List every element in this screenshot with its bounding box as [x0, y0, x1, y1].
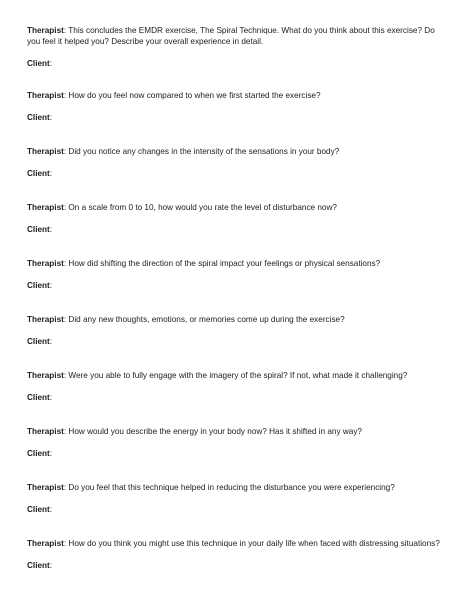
therapist-question: How did shifting the direction of the spiral impact your feelings or physical sensations? — [68, 259, 381, 268]
therapist-label: Therapist — [27, 315, 64, 324]
qa-block-6 — [27, 315, 447, 348]
client-line: Client: — [27, 561, 53, 570]
therapist-question: Were you able to fully engage with the imagery of the spiral? If not, what made it challenging? — [68, 371, 408, 380]
client-label: Client — [27, 113, 50, 122]
qa-block-9 — [27, 483, 447, 516]
client-line: Client: — [27, 449, 53, 458]
therapist-question: On a scale from 0 to 10, how would you rate the level of disturbance now? — [68, 203, 337, 212]
client-label: Client — [27, 505, 50, 514]
therapist-label: Therapist — [27, 147, 64, 156]
therapist-label: Therapist — [27, 26, 64, 35]
client-line: Client: — [27, 113, 53, 122]
client-line: Client: — [27, 505, 53, 514]
therapist-line: Therapist: Did you notice any changes in the intensity of the sensations in your body? — [27, 147, 340, 156]
client-label: Client — [27, 449, 50, 458]
client-line: Client: — [27, 281, 53, 290]
therapist-line: Therapist: Were you able to fully engage with the imagery of the spiral? If not, what made it challenging? — [27, 371, 408, 380]
therapist-line: Therapist: Did any new thoughts, emotions, or memories come up during the exercise? — [27, 315, 345, 324]
client-line: Client: — [27, 58, 53, 68]
client-line: Client: — [27, 225, 53, 234]
client-line: Client: — [27, 337, 53, 346]
therapist-line: Therapist: On a scale from 0 to 10, how would you rate the level of disturbance now? — [27, 203, 337, 212]
qa-block-5 — [27, 259, 447, 292]
therapist-question: How do you think you might use this technique in your daily life when faced with distressing situations? — [68, 539, 440, 548]
therapist-label: Therapist — [27, 539, 64, 548]
client-label: Client — [27, 281, 50, 290]
therapist-question: Did you notice any changes in the intensity of the sensations in your body? — [68, 147, 340, 156]
client-label: Client — [27, 169, 50, 178]
qa-block-4 — [27, 203, 447, 236]
therapist-label: Therapist — [27, 259, 64, 268]
therapist-label: Therapist — [27, 483, 64, 492]
therapist-question: Do you feel that this technique helped in reducing the disturbance you were experiencing? — [68, 483, 395, 492]
client-line: Client: — [27, 393, 53, 402]
client-label: Client — [27, 225, 50, 234]
therapist-line: Therapist: How would you describe the energy in your body now? Has it shifted in any way? — [27, 427, 362, 436]
therapist-line: Therapist: How did shifting the direction of the spiral impact your feelings or physical sensations? — [27, 259, 381, 268]
therapist-label: Therapist — [27, 427, 64, 436]
client-label: Client — [27, 393, 50, 402]
therapist-question: How do you feel now compared to when we first started the exercise? — [68, 91, 321, 100]
qa-block-8 — [27, 427, 447, 460]
qa-block-1 — [27, 26, 447, 69]
qa-block-10 — [27, 539, 447, 572]
therapist-line: Therapist: How do you feel now compared to when we first started the exercise? — [27, 91, 321, 100]
therapist-line: Therapist: How do you think you might use this technique in your daily life when faced with distressing situations? — [27, 539, 440, 548]
client-label: Client — [27, 337, 50, 346]
therapist-label: Therapist — [27, 91, 64, 100]
qa-block-3 — [27, 147, 447, 180]
qa-block-7 — [27, 371, 447, 404]
therapist-question: Did any new thoughts, emotions, or memories come up during the exercise? — [68, 315, 345, 324]
therapist-question: How would you describe the energy in your body now? Has it shifted in any way? — [68, 427, 362, 436]
qa-block-2 — [27, 91, 447, 124]
therapist-question: This concludes the EMDR exercise, The Spiral Technique. What do you think about this exercise? Do you feel it helped you? Describe your overall experience in detail. — [27, 26, 435, 46]
client-line: Client: — [27, 169, 53, 178]
therapist-line: Therapist: Do you feel that this technique helped in reducing the disturbance you were experiencing? — [27, 483, 395, 492]
client-label: Client — [27, 561, 50, 570]
therapist-label: Therapist — [27, 203, 64, 212]
therapist-line: Therapist: This concludes the EMDR exercise, The Spiral Technique. What do you think about this exercise? Do you feel it helped you? Describe your overall experience in detail. — [27, 26, 435, 46]
therapist-label: Therapist — [27, 371, 64, 380]
client-label: Client — [27, 58, 50, 68]
